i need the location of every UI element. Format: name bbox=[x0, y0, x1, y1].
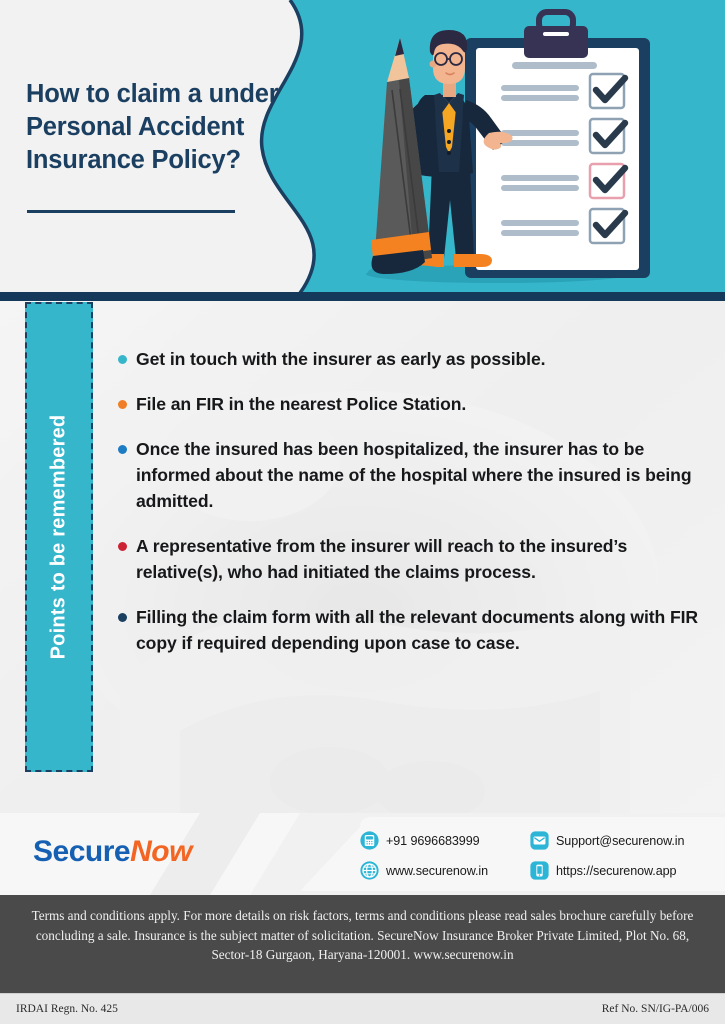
clipboard-line bbox=[501, 130, 579, 136]
securenow-logo bbox=[33, 835, 192, 869]
shoe-right bbox=[454, 254, 492, 267]
logo-text-now: Now bbox=[130, 835, 192, 868]
clipboard-title-line bbox=[512, 62, 597, 69]
list-item-text: Get in touch with the insurer as early as possible. bbox=[136, 349, 546, 369]
contact-phone-text: +91 9696683999 bbox=[386, 833, 480, 848]
mobile-icon bbox=[530, 861, 549, 880]
terms-text: Terms and conditions apply. For more details on risk factors, terms and conditions please read sales brochure carefully before concluding a sale. Insurance is the subject matter of solicitation. SecureNow Insurance Broker Private Limited, Plot No. 68, Sector-18 Gurgaon, Haryana-120001. www.securenow.in bbox=[31, 908, 694, 962]
bullet-dot-icon bbox=[118, 445, 127, 454]
button bbox=[447, 129, 451, 133]
contact-app[interactable] bbox=[530, 861, 715, 880]
header-section bbox=[0, 0, 725, 293]
clipboard-line bbox=[501, 140, 579, 146]
clipboard-line bbox=[501, 220, 579, 226]
clipboard-line bbox=[501, 175, 579, 181]
bullet-dot-icon bbox=[118, 542, 127, 551]
list-item-text: A representative from the insurer will reach to the insured’s relative(s), who had initiated the claims process. bbox=[136, 536, 628, 582]
footer-contact-strip bbox=[0, 813, 725, 895]
bullet-dot-icon bbox=[118, 355, 127, 364]
bullet-dot-icon bbox=[118, 613, 127, 622]
phone-icon bbox=[360, 831, 379, 850]
list-item-text: Once the insured has been hospitalized, the insurer has to be informed about the name of the hospital where the insured is being admitted. bbox=[136, 439, 692, 511]
neck bbox=[443, 83, 456, 97]
terms-and-conditions-section bbox=[0, 895, 725, 993]
list-item bbox=[118, 604, 708, 656]
clipboard-clip-highlight bbox=[543, 32, 569, 36]
header-divider-band bbox=[0, 292, 725, 301]
list-item bbox=[118, 346, 708, 372]
contact-app-text: https://securenow.app bbox=[556, 863, 677, 878]
contact-list bbox=[360, 831, 715, 880]
contact-website-text: www.securenow.in bbox=[386, 863, 488, 878]
list-item bbox=[118, 533, 708, 585]
globe-icon bbox=[360, 861, 379, 880]
title-underline bbox=[27, 210, 235, 213]
sidebar-label: Points to be remembered bbox=[47, 414, 70, 660]
clipboard-line bbox=[501, 85, 579, 91]
bottom-bar bbox=[0, 993, 725, 1024]
clipboard-line bbox=[501, 95, 579, 101]
clipboard-line bbox=[501, 185, 579, 191]
list-item bbox=[118, 391, 708, 417]
logo-text-secure: Secure bbox=[33, 835, 131, 868]
contact-website[interactable] bbox=[360, 861, 530, 880]
list-item-text: File an FIR in the nearest Police Station. bbox=[136, 394, 467, 414]
points-to-remember-tab bbox=[25, 302, 93, 772]
clipboard-line bbox=[501, 230, 579, 236]
list-item-text: Filling the claim form with all the relevant documents along with FIR copy if required depending upon case to case. bbox=[136, 607, 699, 653]
page-title: How to claim a under Personal Accident Insurance Policy? bbox=[26, 80, 279, 174]
irdai-registration-text: IRDAI Regn. No. 425 bbox=[16, 1003, 118, 1015]
bullet-dot-icon bbox=[118, 400, 127, 409]
reference-number-text: Ref No. SN/IG-PA/006 bbox=[601, 1003, 709, 1015]
points-section bbox=[0, 301, 725, 813]
button bbox=[447, 140, 451, 144]
email-icon bbox=[530, 831, 549, 850]
list-item bbox=[118, 436, 708, 514]
contact-phone[interactable] bbox=[360, 831, 530, 850]
contact-email-text: Support@securenow.in bbox=[556, 833, 685, 848]
contact-email[interactable] bbox=[530, 831, 715, 850]
points-list bbox=[118, 346, 708, 675]
button bbox=[447, 151, 451, 155]
